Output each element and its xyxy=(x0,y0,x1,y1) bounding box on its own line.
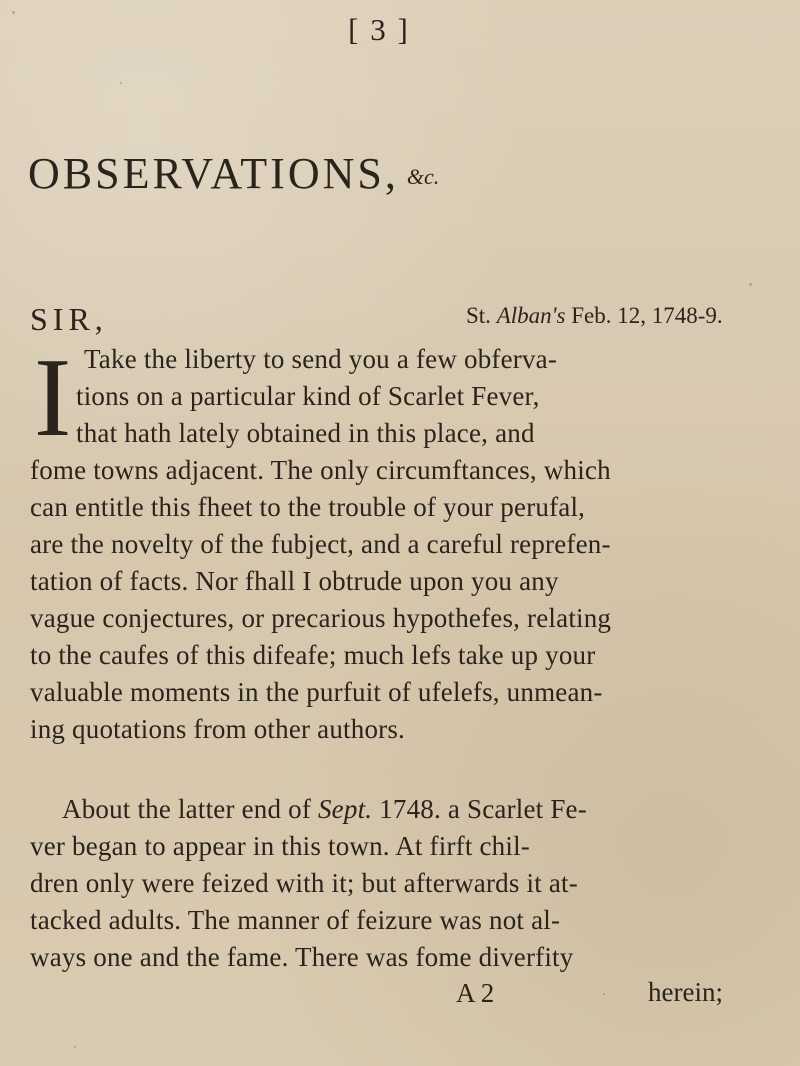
paper-speck xyxy=(74,1046,76,1048)
page-number: [ 3 ] xyxy=(348,12,410,47)
paragraph-2-line-1-italic-month: Sept. xyxy=(317,794,373,824)
paper-speck xyxy=(120,82,122,84)
dateline-prefix: St. xyxy=(466,303,497,328)
drop-cap: I xyxy=(34,336,72,460)
paragraph-2-line-1-part-1: About the latter end of xyxy=(62,794,318,824)
paragraph-1-line-10: valuable moments in the purfuit of ufelefs, unmean- xyxy=(30,677,603,707)
title-etc: &c. xyxy=(406,164,440,189)
paragraph-1-line-2: tions on a particular kind of Scarlet Fever, xyxy=(76,381,540,411)
signature-mark: A 2 xyxy=(456,978,495,1008)
catchword: herein; xyxy=(648,977,723,1007)
paper-speck xyxy=(12,11,15,14)
paragraph-2-line-4: tacked adults. The manner of feizure was not al- xyxy=(30,905,561,935)
dateline-italic: Alban's xyxy=(496,303,566,328)
title-main: OBSERVATIONS, xyxy=(28,149,399,198)
paragraph-2-line-1 xyxy=(62,795,772,825)
dateline-suffix: Feb. 12, 1748-9. xyxy=(565,303,723,328)
paragraph-2-line-1-part-2: 1748. a Scarlet Fe- xyxy=(372,794,587,824)
page-title xyxy=(28,149,768,198)
salutation: SIR, xyxy=(30,301,108,337)
paragraph-1-line-8: vague conjectures, or precarious hypothefes, relating xyxy=(30,603,612,633)
dateline xyxy=(466,304,723,327)
paragraph-1-line-3: that hath lately obtained in this place, and xyxy=(76,418,535,448)
paragraph-1-line-5: can entitle this fheet to the trouble of your perufal, xyxy=(30,492,586,522)
paragraph-1-line-6: are the novelty of the fubject, and a careful reprefen- xyxy=(30,529,611,559)
paragraph-1-line-9: to the caufes of this difeafe; much lefs take up your xyxy=(30,640,596,670)
paragraph-1-line-7: tation of facts. Nor fhall I obtrude upon you any xyxy=(30,566,559,596)
paper-speck xyxy=(603,993,605,995)
paragraph-1-line-11: ing quotations from other authors. xyxy=(30,714,405,744)
paragraph-2-line-2: ver began to appear in this town. At firft chil- xyxy=(30,831,530,861)
paragraph-1-line-4: fome towns adjacent. The only circumftances, which xyxy=(30,455,611,485)
paragraph-1-line-1: Take the liberty to send you a few obferva- xyxy=(84,344,558,374)
paragraph-2-line-5: ways one and the fame. There was fome diverfity xyxy=(30,942,574,972)
paper-speck xyxy=(749,283,752,286)
paragraph-2-line-3: dren only were feized with it; but afterwards it at- xyxy=(30,868,578,898)
